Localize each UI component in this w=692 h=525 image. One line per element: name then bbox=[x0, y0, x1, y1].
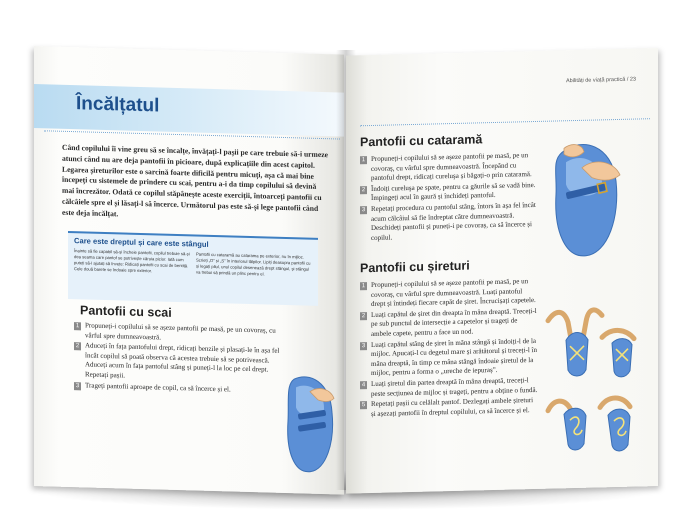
step-number: 3 bbox=[361, 342, 366, 349]
step-text: Repetați pașii cu celălalt pantof. Dezlegați ambele șireturi și așezați pantofii în dreptul copilului, ca să încerce și el. bbox=[371, 396, 534, 418]
dotted-divider bbox=[360, 118, 650, 126]
step-number: 1 bbox=[361, 157, 366, 164]
info-box bbox=[68, 231, 318, 306]
step-text: Propuneți-i copilului să se așeze pantofii pe masă, pe un covoraș, cu vârful spre dumneavoastră. Luați pantoful drept și întindeți fiecare capăt de șiret. Încrucișați capetele. bbox=[371, 277, 536, 309]
velcro-steps bbox=[74, 321, 284, 397]
step-number: 2 bbox=[361, 312, 366, 320]
velcro-shoe-illustration bbox=[280, 371, 342, 477]
step-text: Luați șiretul din partea dreaptă în mâna dreaptă, treceți-l peste secțiunea de mijloc și trageți, pentru a obține o fundă. bbox=[371, 376, 538, 398]
step-text: Aduceți în fața pantofului drept, ridicați benzile și plasați-le în așa fel încât copilul să poată observa că acestea trebuie să se potrivească. Aduceți acum în fața pantoful stâng și puneți-l la loc pe cel drept. Repetați pașii. bbox=[85, 341, 280, 380]
buckle-steps bbox=[360, 151, 538, 245]
info-box-col-2: Pantofii cu cataramă au catarama pe exterior, nu în mijloc. Scrieți „D” și „S” în interiorul tălpilor. Lipiți deasupra pantofii cu și legați pliul, unul copilul desenează drept stângul, și stângul va trebui să prindă un plinc pentru el. bbox=[196, 251, 311, 277]
right-page bbox=[346, 48, 658, 494]
step-item bbox=[360, 201, 538, 244]
step-number: 2 bbox=[361, 186, 366, 194]
step-text: Repetați procedura cu pantoful stâng, întors în așa fel încât acum călcâiul să fie îndreptat către dumneavoastră. Deschideți pantofii și puneți-i pe covoraș, ca să încerce și copilul. bbox=[371, 200, 536, 242]
step-item bbox=[360, 396, 538, 420]
title-band bbox=[34, 84, 344, 137]
step-item bbox=[360, 277, 538, 310]
step-item bbox=[74, 341, 284, 385]
step-number: 3 bbox=[361, 207, 366, 214]
step-text: Luați capătul de șiret din dreapta în mâna dreaptă. Treceți-l pe sub punctul de intersecție a capetelor și trageți de ambele capete, pentru a face un nod. bbox=[371, 306, 537, 338]
laces-steps bbox=[360, 277, 538, 421]
step-number: 1 bbox=[75, 323, 80, 330]
step-number: 3 bbox=[75, 382, 80, 389]
step-text: Trageți pantofii aproape de copil, ca să încerce și el. bbox=[85, 380, 231, 394]
step-item bbox=[360, 151, 538, 184]
page-title: Încălțatul bbox=[76, 93, 160, 117]
step-text: Luați capătul stâng de șiret în mâna stângă și îndoiți-l de la mijloc. Apucați-l cu degetul mare și arătătorul și treceți-l în mâna dreaptă, în timp ce mâna stângă îndoaie șiretul de la mijloc, pentru a forma o „ureche de iepuraș”. bbox=[371, 336, 537, 378]
running-header: Abilități de viață practică / 23 bbox=[565, 76, 636, 85]
laces-illustration bbox=[542, 298, 652, 491]
step-text: Îndoiți cureluşa pe spate, pentru ca găurile să se vadă bine. Împingeți acul în gaură și închideți pantoful. bbox=[371, 180, 536, 203]
step-number: 2 bbox=[75, 343, 80, 350]
step-text: Propuneți-i copilului să se așeze pantofii pe masă, pe un covoraș, cu vârful spre dumneavoastră. Începând cu pantoful drept, ridicați cureluşa și băgați-o prin cataramă. bbox=[371, 151, 532, 183]
intro-paragraph: Când copilului îi vine greu să se încalțe, învățați-l pașii pe care trebuie să-i urmeze atunci când nu are deja pantofii în picioare, după explicațiile din acest capitol. Legarea șireturilor este o sarcină foarte dificilă pentru micuți, așa că mai bine începeți cu sistemele de prindere cu scai, pentru a-i da timp copilului să devină mai încrezător. Odată ce copilul stăpânește aceste exerciții, întoarceți pantofii cu călcâiele spre el și lăsați-l să încerce. Următorul pas este să-și lege pantofii când este deja încălțat. bbox=[62, 142, 328, 219]
section-title-buckle: Pantofii cu cataramă bbox=[360, 132, 483, 150]
step-number: 5 bbox=[361, 402, 366, 409]
section-title-laces: Pantofii cu șireturi bbox=[360, 258, 470, 276]
left-page bbox=[34, 46, 344, 495]
buckle-shoe-illustration bbox=[542, 131, 632, 263]
info-box-col-1: Înainte să fie capabil să-și încheie pantofii, copilul trebuie să-și dea seama care pantof se potrivește căruia picior. Iată cum puteți să-l ajutați să învețe: Ridicați pantofii cu scai de bentiță. Cele două barete se îndoaie spre exterior. bbox=[74, 248, 190, 274]
step-item bbox=[360, 307, 538, 340]
step-number: 1 bbox=[361, 283, 366, 290]
step-item bbox=[360, 336, 538, 379]
step-text: Propuneți-i copilului să se așeze pantofii pe masă, pe un covoraș, cu vârful spre dumneavoastră. bbox=[85, 321, 276, 342]
info-box-title: Care este dreptul și care este stângul bbox=[74, 236, 209, 249]
step-number: 4 bbox=[361, 382, 366, 389]
section-title-velcro: Pantofii cu scai bbox=[80, 303, 172, 320]
